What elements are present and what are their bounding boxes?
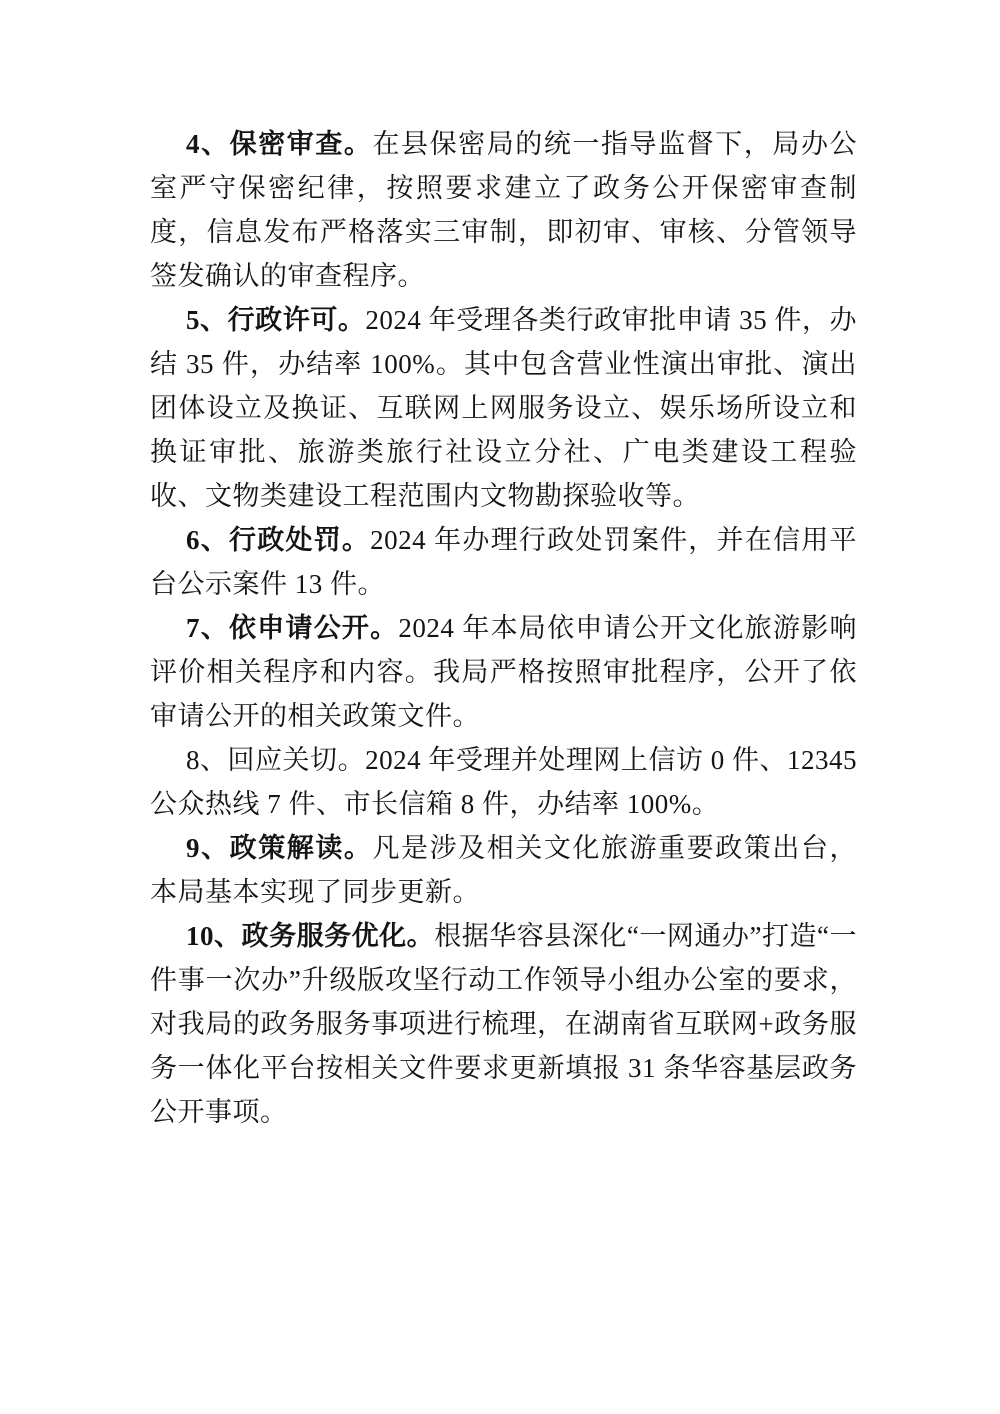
paragraph xyxy=(150,738,857,826)
paragraph-lead: 8、回应关切。 xyxy=(186,745,366,775)
paragraph xyxy=(150,518,857,606)
paragraph-text: 2024 年受理并处理网上信访 0 件、12345 公众热线 7 件、市长信箱 8 件，办结率 100%。 xyxy=(150,745,858,819)
paragraph-text: 根据华容县深化“一网通办”打造“一件事一次办”升级版攻坚行动工作领导小组办公室的要求，对我局的政务服务事项进行梳理，在湖南省互联网+政务服务一体化平台按相关文件要求更新填报 31 条华容基层政务公开事项。 xyxy=(150,921,858,1127)
paragraph-lead: 9、政策解读。 xyxy=(186,833,373,863)
paragraph-lead: 6、行政处罚。 xyxy=(186,525,371,555)
paragraph xyxy=(150,826,857,914)
paragraph-text: 2024 年受理各类行政审批申请 35 件，办结 35 件，办结率 100%。其中包含营业性演出审批、演出团体设立及换证、互联网上网服务设立、娱乐场所设立和换证审批、旅游类旅行社设立分社、广电类建设工程验收、文物类建设工程范围内文物勘探验收等。 xyxy=(150,305,858,511)
paragraph-lead: 7、依申请公开。 xyxy=(186,613,399,643)
paragraph xyxy=(150,122,857,298)
paragraph xyxy=(150,606,857,738)
paragraph-lead: 4、保密审查。 xyxy=(186,129,373,159)
paragraph-lead: 10、政务服务优化。 xyxy=(186,921,435,951)
paragraph-text: 在县保密局的统一指导监督下，局办公室严守保密纪律，按照要求建立了政务公开保密审查制度，信息发布严格落实三审制，即初审、审核、分管领导签发确认的审查程序。 xyxy=(150,129,858,291)
paragraph-text: 2024 年办理行政处罚案件，并在信用平台公示案件 13 件。 xyxy=(150,525,858,599)
paragraph-lead: 5、行政许可。 xyxy=(186,305,366,335)
paragraph-text: 凡是涉及相关文化旅游重要政策出台，本局基本实现了同步更新。 xyxy=(150,833,858,907)
paragraph xyxy=(150,914,857,1134)
document-body xyxy=(150,122,857,1134)
paragraph-text: 2024 年本局依申请公开文化旅游影响评价相关程序和内容。我局严格按照审批程序，公开了依审请公开的相关政策文件。 xyxy=(150,613,858,731)
paragraph xyxy=(150,298,857,518)
